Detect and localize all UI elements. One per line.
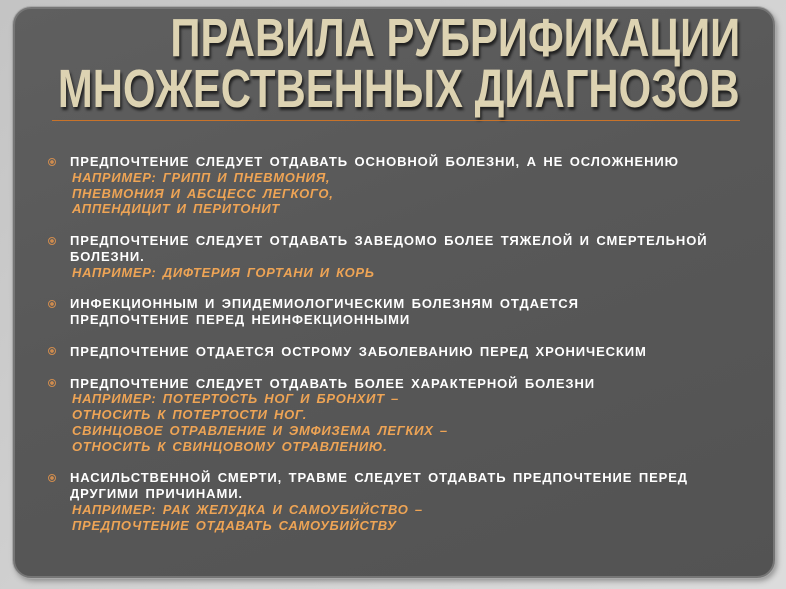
bullet-text: ПРЕДПОЧТЕНИЕ ПЕРЕД НЕИНФЕКЦИОННЫМИ <box>70 312 411 327</box>
bullet-icon <box>48 347 56 355</box>
bullet-icon <box>48 474 56 482</box>
bullet-text: ДРУГИМИ ПРИЧИНАМИ. <box>70 486 243 501</box>
bullet-text: НАСИЛЬСТВЕННОЙ СМЕРТИ, ТРАВМЕ СЛЕДУЕТ ОТДАВАТЬ ПРЕДПОЧТЕНИЕ ПЕРЕД <box>70 470 688 486</box>
bullet-text: ПРЕДПОЧТЕНИЕ СЛЕДУЕТ ОТДАВАТЬ ЗАВЕДОМО БОЛЕЕ ТЯЖЕЛОЙ И СМЕРТЕЛЬНОЙ <box>70 233 708 248</box>
bullet-item <box>46 233 746 280</box>
example-text: НАПРИМЕР: ПОТЕРТОСТЬ НОГ И БРОНХИТ – <box>72 391 399 407</box>
bullet-icon <box>48 300 56 308</box>
example-text: НАПРИМЕР: ДИФТЕРИЯ ГОРТАНИ И КОРЬ <box>72 264 375 280</box>
bullet-text: БОЛЕЗНИ. <box>70 248 145 264</box>
example-text: ПРЕДПОЧТЕНИЕ ОТДАВАТЬ САМОУБИЙСТВУ <box>72 517 397 533</box>
bullet-list <box>46 154 746 549</box>
bullet-text: ИНФЕКЦИОННЫМ И ЭПИДЕМИОЛОГИЧЕСКИМ БОЛЕЗНЯМ ОТДАЕТСЯ <box>70 296 579 312</box>
bullet-icon <box>48 379 56 387</box>
example-text: ОТНОСИТЬ К СВИНЦОВОМУ ОТРАВЛЕНИЮ. <box>72 438 388 454</box>
slide-title-line-1: ПРАВИЛА РУБРИФИКАЦИИ <box>170 8 740 68</box>
title-underline <box>52 120 740 121</box>
bullet-item <box>46 154 746 217</box>
example-text: СВИНЦОВОЕ ОТРАВЛЕНИЕ И ЭМФИЗЕМА ЛЕГКИХ – <box>72 422 448 438</box>
bullet-text: ПРЕДПОЧТЕНИЕ СЛЕДУЕТ ОТДАВАТЬ ОСНОВНОЙ БОЛЕЗНИ, А НЕ ОСЛОЖНЕНИЮ <box>70 154 679 169</box>
bullet-item <box>46 296 746 328</box>
example-text: НАПРИМЕР: ГРИПП И ПНЕВМОНИЯ, <box>72 169 331 185</box>
example-text: ОТНОСИТЬ К ПОТЕРТОСТИ НОГ. <box>72 407 308 422</box>
bullet-item <box>46 470 746 533</box>
bullet-text: ПРЕДПОЧТЕНИЕ СЛЕДУЕТ ОТДАВАТЬ БОЛЕЕ ХАРАКТЕРНОЙ БОЛЕЗНИ <box>70 375 595 391</box>
example-text: АППЕНДИЦИТ И ПЕРИТОНИТ <box>72 201 280 217</box>
example-text: ПНЕВМОНИЯ И АБСЦЕСС ЛЕГКОГО, <box>72 185 334 201</box>
bullet-text: ПРЕДПОЧТЕНИЕ ОТДАЕТСЯ ОСТРОМУ ЗАБОЛЕВАНИЮ ПЕРЕД ХРОНИЧЕСКИМ <box>70 343 647 359</box>
bullet-icon <box>48 237 56 245</box>
slide-title-line-2: МНОЖЕСТВЕННЫХ ДИАГНОЗОВ <box>58 59 740 119</box>
bullet-icon <box>48 158 56 166</box>
bullet-item <box>46 376 746 455</box>
example-text: НАПРИМЕР: РАК ЖЕЛУДКА И САМОУБИЙСТВО – <box>72 501 423 517</box>
bullet-item <box>46 344 746 360</box>
